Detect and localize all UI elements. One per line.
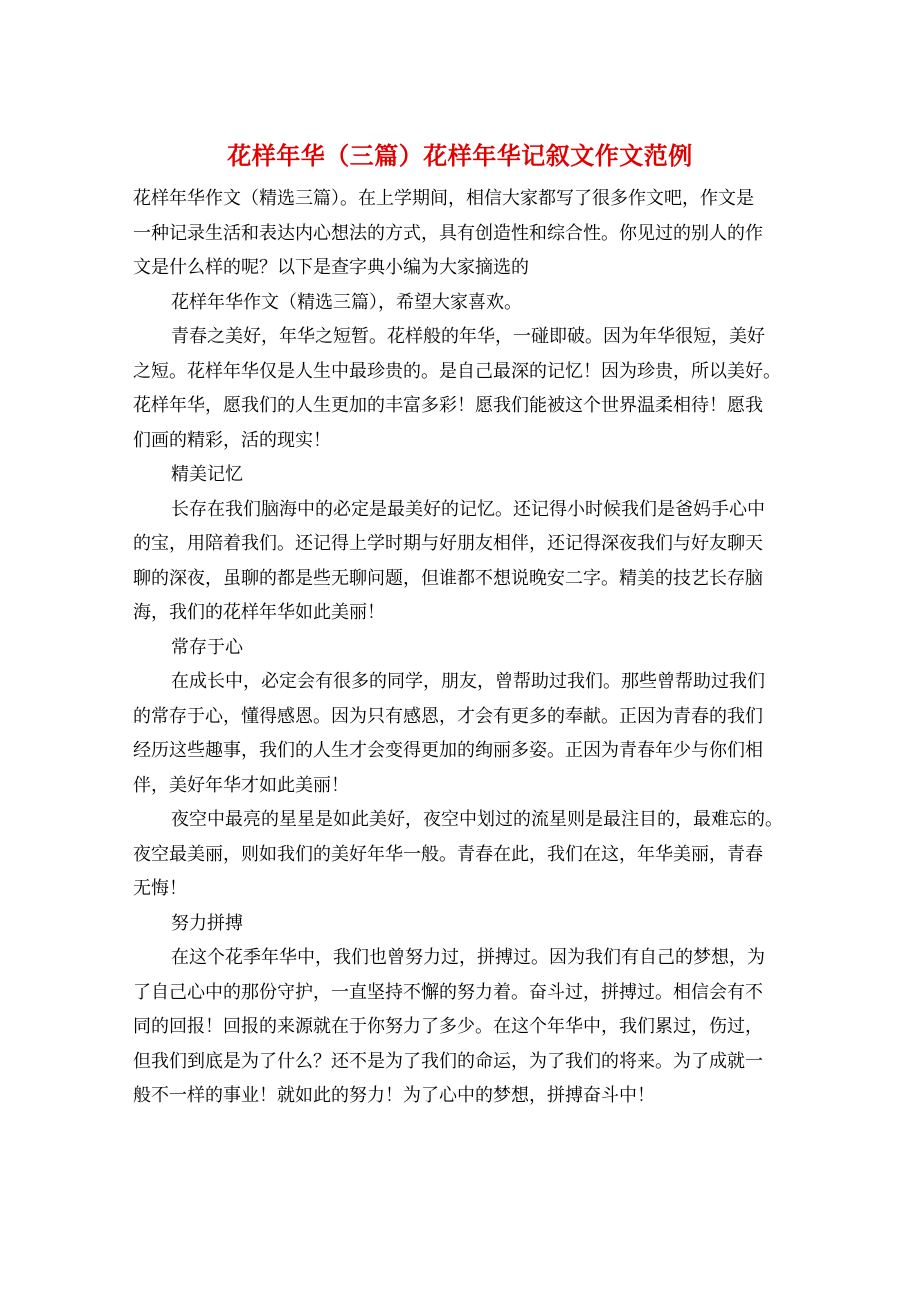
- section-heading: 精美记忆: [171, 464, 243, 485]
- section-heading: 常存于心: [171, 636, 243, 658]
- document-title: 花样年华（三篇）花样年华记叙文作文范例: [227, 141, 693, 170]
- body-line: 海，我们的花样年华如此美丽！: [133, 602, 385, 623]
- body-line: 青春之美好，年华之短暂。花样般的年华，一碰即破。因为年华很短，美好: [171, 326, 765, 347]
- body-line: 夜空中最亮的星星是如此美好，夜空中划过的流星则是最注目的，最难忘的。: [171, 809, 783, 830]
- section-heading: 努力拼搏: [171, 912, 243, 934]
- body-line: 但我们到底是为了什么？还不是为了我们的命运，为了我们的将来。为了成就一: [133, 1050, 763, 1072]
- body-line: 般不一样的事业！就如此的努力！为了心中的梦想，拼搏奋斗中！: [133, 1085, 655, 1106]
- body-line: 伴，美好年华才如此美丽！: [133, 774, 349, 796]
- body-line: 在成长中，必定会有很多的同学，朋友，曾帮助过我们。那些曾帮助过我们: [171, 671, 765, 692]
- body-line: 夜空最美丽，则如我们的美好年华一般。青春在此，我们在这，年华美丽，青春: [133, 843, 763, 865]
- body-line: 的常存于心，懂得感恩。因为只有感恩，才会有更多的奉献。正因为青春的我们: [133, 705, 763, 727]
- body-line: 了自己心中的那份守护，一直坚持不懈的努力着。奋斗过，拼搏过。相信会有不: [133, 981, 763, 1003]
- body-line: 无悔！: [133, 878, 187, 899]
- body-line: 花样年华，愿我们的人生更加的丰富多彩！愿我们能被这个世界温柔相待！愿我: [133, 395, 763, 416]
- body-line: 经历这些趣事，我们的人生才会变得更加的绚丽多姿。正因为青春年少与你们相: [133, 740, 763, 761]
- body-line: 一种记录生活和表达内心想法的方式，具有创造性和综合性。你见过的别人的作: [133, 222, 763, 244]
- body-line: 文是什么样的呢？以下是查字典小编为大家摘选的: [133, 257, 529, 278]
- body-line: 花样年华作文（精选三篇）。在上学期间，相信大家都写了很多作文吧，作文是: [133, 188, 754, 209]
- body-line: 聊的深夜，虽聊的都是些无聊问题，但谁都不想说晚安二字。精美的技艺长存脑: [133, 567, 763, 589]
- body-line: 花样年华作文（精选三篇），希望大家喜欢。: [171, 291, 522, 313]
- body-line: 的宝，用陪着我们。还记得上学时期与好朋友相伴，还记得深夜我们与好友聊天: [133, 533, 763, 554]
- body-line: 之短。花样年华仅是人生中最珍贵的。是自己最深的记忆！因为珍贵，所以美好。: [133, 360, 781, 382]
- document-body: [133, 182, 793, 1114]
- body-line: 们画的精彩，活的现实！: [133, 429, 331, 451]
- body-line: 长存在我们脑海中的必定是最美好的记忆。还记得小时候我们是爸妈手心中: [171, 498, 765, 520]
- body-line: 在这个花季年华中，我们也曾努力过，拼搏过。因为我们有自己的梦想，为: [171, 947, 765, 968]
- body-line: 同的回报！回报的来源就在于你努力了多少。在这个年华中，我们累过，伤过，: [133, 1016, 763, 1037]
